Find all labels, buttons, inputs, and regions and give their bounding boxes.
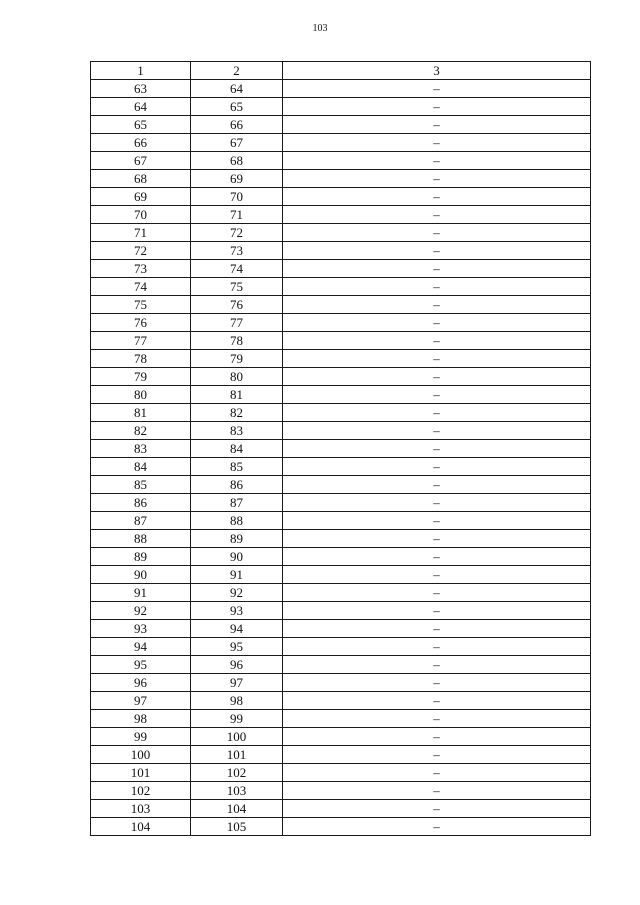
table-cell-col3: – xyxy=(283,764,591,782)
table-cell-col1: 75 xyxy=(91,296,191,314)
table-cell-col3: – xyxy=(283,368,591,386)
table-row xyxy=(91,746,591,764)
table-cell-col1: 99 xyxy=(91,728,191,746)
table-cell-col1: 70 xyxy=(91,206,191,224)
table-cell-col2: 87 xyxy=(191,494,283,512)
table-cell-col3: – xyxy=(283,296,591,314)
table-row xyxy=(91,242,591,260)
table-row xyxy=(91,638,591,656)
table-row xyxy=(91,350,591,368)
table-cell-col1: 81 xyxy=(91,404,191,422)
table-cell-col1: 103 xyxy=(91,800,191,818)
table-row xyxy=(91,152,591,170)
table-row xyxy=(91,764,591,782)
table-cell-col3: – xyxy=(283,260,591,278)
table-row xyxy=(91,170,591,188)
table-row xyxy=(91,188,591,206)
table-cell-col1: 64 xyxy=(91,98,191,116)
table-row xyxy=(91,530,591,548)
table-cell-col3: – xyxy=(283,242,591,260)
table-cell-col1: 101 xyxy=(91,764,191,782)
table-cell-col1: 63 xyxy=(91,80,191,98)
table-cell-col3: – xyxy=(283,800,591,818)
table-cell-col2: 83 xyxy=(191,422,283,440)
table-cell-col2: 98 xyxy=(191,692,283,710)
table-row xyxy=(91,386,591,404)
table-cell-col2: 74 xyxy=(191,260,283,278)
table-row xyxy=(91,98,591,116)
table-cell-col1: 96 xyxy=(91,674,191,692)
table-cell-col1: 94 xyxy=(91,638,191,656)
table-cell-col3: – xyxy=(283,638,591,656)
table-cell-col3: – xyxy=(283,512,591,530)
table-cell-col2: 105 xyxy=(191,818,283,836)
table-row xyxy=(91,314,591,332)
table-cell-col1: 65 xyxy=(91,116,191,134)
table-cell-col1: 77 xyxy=(91,332,191,350)
table-cell-col2: 101 xyxy=(191,746,283,764)
table-cell-col3: – xyxy=(283,152,591,170)
table-cell-col2: 65 xyxy=(191,98,283,116)
table-row xyxy=(91,674,591,692)
table-row xyxy=(91,692,591,710)
table-cell-col2: 103 xyxy=(191,782,283,800)
table-cell-col2: 100 xyxy=(191,728,283,746)
table-row xyxy=(91,206,591,224)
table-cell-col1: 95 xyxy=(91,656,191,674)
table-cell-col3: – xyxy=(283,476,591,494)
table-cell-col1: 68 xyxy=(91,170,191,188)
table-cell-col3: – xyxy=(283,656,591,674)
table-cell-col2: 72 xyxy=(191,224,283,242)
table-body xyxy=(91,80,591,836)
table-cell-col2: 102 xyxy=(191,764,283,782)
table-cell-col2: 78 xyxy=(191,332,283,350)
table-cell-col1: 71 xyxy=(91,224,191,242)
table-cell-col3: – xyxy=(283,224,591,242)
table-row xyxy=(91,620,591,638)
data-table xyxy=(90,61,591,836)
table-cell-col3: – xyxy=(283,170,591,188)
table-row xyxy=(91,818,591,836)
table-cell-col3: – xyxy=(283,440,591,458)
table-row xyxy=(91,656,591,674)
table-cell-col3: – xyxy=(283,350,591,368)
table-row xyxy=(91,440,591,458)
table-cell-col2: 88 xyxy=(191,512,283,530)
table-cell-col1: 104 xyxy=(91,818,191,836)
table-row xyxy=(91,512,591,530)
table-row xyxy=(91,332,591,350)
table-cell-col2: 92 xyxy=(191,584,283,602)
table-cell-col2: 85 xyxy=(191,458,283,476)
table-row xyxy=(91,710,591,728)
table-cell-col2: 89 xyxy=(191,530,283,548)
table-cell-col2: 82 xyxy=(191,404,283,422)
table-cell-col3: – xyxy=(283,710,591,728)
table-cell-col3: – xyxy=(283,692,591,710)
table-cell-col1: 86 xyxy=(91,494,191,512)
column-header-3: 3 xyxy=(283,62,591,80)
table-row xyxy=(91,458,591,476)
table-cell-col2: 80 xyxy=(191,368,283,386)
table-cell-col1: 100 xyxy=(91,746,191,764)
table-cell-col1: 72 xyxy=(91,242,191,260)
table-cell-col2: 64 xyxy=(191,80,283,98)
table-row xyxy=(91,782,591,800)
table-cell-col1: 93 xyxy=(91,620,191,638)
table-cell-col1: 90 xyxy=(91,566,191,584)
table-cell-col1: 98 xyxy=(91,710,191,728)
table-cell-col2: 77 xyxy=(191,314,283,332)
table-cell-col2: 97 xyxy=(191,674,283,692)
table-cell-col2: 84 xyxy=(191,440,283,458)
table-cell-col1: 80 xyxy=(91,386,191,404)
table-cell-col3: – xyxy=(283,818,591,836)
table-row xyxy=(91,728,591,746)
table-row xyxy=(91,260,591,278)
table-row xyxy=(91,278,591,296)
table-cell-col2: 95 xyxy=(191,638,283,656)
table-cell-col2: 94 xyxy=(191,620,283,638)
table-cell-col1: 88 xyxy=(91,530,191,548)
table-cell-col2: 67 xyxy=(191,134,283,152)
table-cell-col1: 97 xyxy=(91,692,191,710)
table-cell-col1: 66 xyxy=(91,134,191,152)
table-cell-col3: – xyxy=(283,548,591,566)
table-cell-col3: – xyxy=(283,458,591,476)
table-row xyxy=(91,134,591,152)
table-cell-col1: 73 xyxy=(91,260,191,278)
table-row xyxy=(91,80,591,98)
table-cell-col2: 86 xyxy=(191,476,283,494)
table-cell-col1: 92 xyxy=(91,602,191,620)
table-cell-col3: – xyxy=(283,188,591,206)
table-cell-col3: – xyxy=(283,422,591,440)
table-cell-col3: – xyxy=(283,98,591,116)
table-row xyxy=(91,566,591,584)
table-cell-col3: – xyxy=(283,494,591,512)
table-cell-col2: 79 xyxy=(191,350,283,368)
table-cell-col3: – xyxy=(283,314,591,332)
table-cell-col2: 90 xyxy=(191,548,283,566)
table-cell-col1: 89 xyxy=(91,548,191,566)
table-cell-col1: 85 xyxy=(91,476,191,494)
table-cell-col1: 76 xyxy=(91,314,191,332)
page-number: 103 xyxy=(312,23,328,34)
table-cell-col2: 96 xyxy=(191,656,283,674)
column-header-1: 1 xyxy=(91,62,191,80)
table-row xyxy=(91,476,591,494)
table-row xyxy=(91,404,591,422)
table-cell-col3: – xyxy=(283,782,591,800)
table-row xyxy=(91,296,591,314)
table-cell-col3: – xyxy=(283,728,591,746)
table-cell-col2: 68 xyxy=(191,152,283,170)
table-cell-col1: 78 xyxy=(91,350,191,368)
table-cell-col2: 93 xyxy=(191,602,283,620)
table-cell-col2: 91 xyxy=(191,566,283,584)
table-cell-col2: 99 xyxy=(191,710,283,728)
table-row xyxy=(91,224,591,242)
table-row xyxy=(91,422,591,440)
table-cell-col2: 66 xyxy=(191,116,283,134)
table-cell-col3: – xyxy=(283,206,591,224)
table-cell-col2: 75 xyxy=(191,278,283,296)
table-cell-col3: – xyxy=(283,332,591,350)
table-row xyxy=(91,800,591,818)
table-cell-col1: 67 xyxy=(91,152,191,170)
table-cell-col1: 87 xyxy=(91,512,191,530)
table-cell-col1: 102 xyxy=(91,782,191,800)
table-cell-col3: – xyxy=(283,674,591,692)
table-cell-col2: 69 xyxy=(191,170,283,188)
table-cell-col3: – xyxy=(283,746,591,764)
table-cell-col3: – xyxy=(283,134,591,152)
table-row xyxy=(91,584,591,602)
table-header-row xyxy=(91,62,591,80)
table-row xyxy=(91,494,591,512)
table-cell-col3: – xyxy=(283,584,591,602)
table-cell-col3: – xyxy=(283,278,591,296)
table-cell-col2: 73 xyxy=(191,242,283,260)
table-cell-col3: – xyxy=(283,620,591,638)
table-cell-col1: 79 xyxy=(91,368,191,386)
table-cell-col3: – xyxy=(283,80,591,98)
table-cell-col3: – xyxy=(283,116,591,134)
table-cell-col3: – xyxy=(283,602,591,620)
table-cell-col2: 70 xyxy=(191,188,283,206)
table-row xyxy=(91,368,591,386)
column-header-2: 2 xyxy=(191,62,283,80)
table-cell-col1: 82 xyxy=(91,422,191,440)
table-cell-col1: 84 xyxy=(91,458,191,476)
table-cell-col2: 104 xyxy=(191,800,283,818)
table-row xyxy=(91,602,591,620)
table-cell-col2: 71 xyxy=(191,206,283,224)
table-row xyxy=(91,116,591,134)
table-cell-col3: – xyxy=(283,566,591,584)
table-cell-col1: 91 xyxy=(91,584,191,602)
table-cell-col1: 69 xyxy=(91,188,191,206)
table-cell-col3: – xyxy=(283,530,591,548)
table-cell-col1: 83 xyxy=(91,440,191,458)
table-cell-col3: – xyxy=(283,386,591,404)
table-cell-col3: – xyxy=(283,404,591,422)
table-cell-col1: 74 xyxy=(91,278,191,296)
table-cell-col2: 81 xyxy=(191,386,283,404)
table-cell-col2: 76 xyxy=(191,296,283,314)
table-row xyxy=(91,548,591,566)
